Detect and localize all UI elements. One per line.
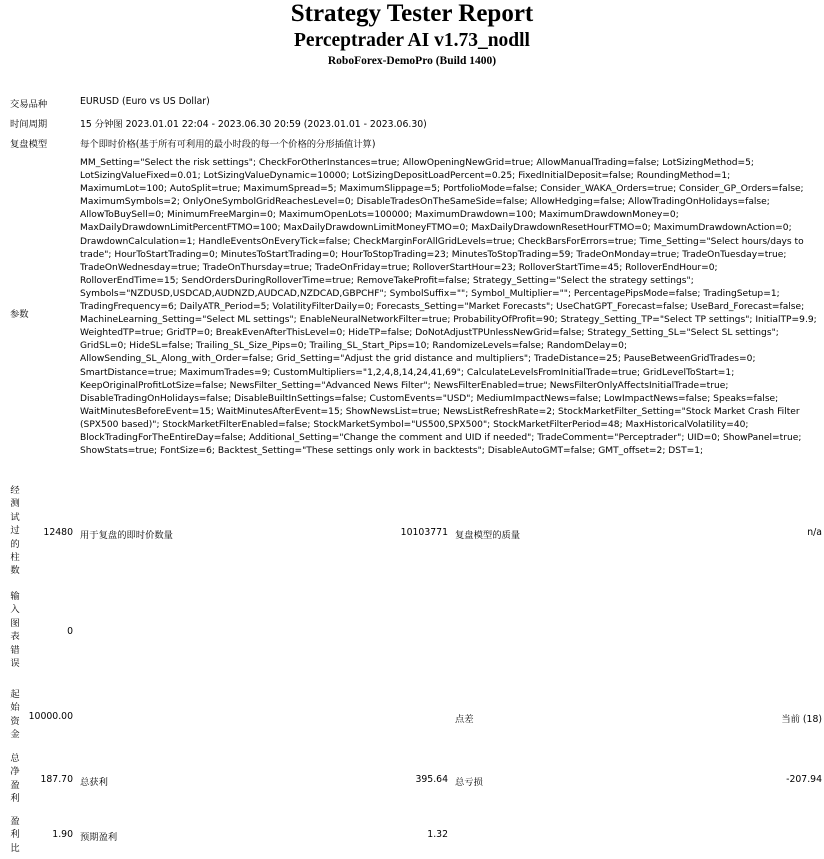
expected-label: 预期盈利 [80,832,118,843]
bars-label: 经测试过的柱数 [10,485,20,577]
spread-label: 点差 [455,714,474,725]
params-label: 参数 [10,309,29,320]
params-value: MM_Setting="Select the risk settings"; CheckForOtherInstances=true; AllowOpeningNewGrid=true; AllowManualTrading=false; LotSizingMethod=5; LotSizingValueFixed=0.01; LotSizingValueDynamic=10000; LotSizingDepositLoadPercent=0.25; FixedInitialDeposit=false; RoundingMethod=1; MaximumLot=100; AutoSplit=true; MaximumSpread=5; MaximumSlippage=5; PortfolioMode=false; Consider_WAKA_Orders=true; Consider_GP_Orders=false; MaximumSymbols=2; OnlyOneSymbolGridReachesLevel=0; DisableTradesOnTheSameSide=false; AllowHedging=false; AllowTradingOnHolidays=false; AllowToBuySell=0; MinimumFreeMargin=0; MaximumOpenLots=100000; MaximumDrawdown=100; MaximumDrawdownMoney=0; MaxDailyDrawdownLimitPercentFTMO=100; MaxDailyDrawdownLimitMoneyFTMO=0; MaxDailyDrawdownResetHourFTMO=0; MaximumDrawdownAction=0; DrawdownCalculation=1; HandleEventsOnEveryTick=false; CheckMarginForAllGridLevels=true; CheckBarsForErrors=true; Time_Setting="Select hours/days to trade"; HourToStartTrading=0; MinutesToStartTrading=0; HourToStopTrading=23; MinutesToStopTrading=59; TradeOnMonday=true; TradeOnTuesday=true; TradeOnWednesday=true; TradeOnThursday=true; TradeOnFriday=true; RolloverStartHour=23; RolloverStartTime=45; RolloverEndHour=0; RolloverEndTime=15; SendOrdersDuringRolloverTime=true; RemoveTakeProfit=false; Strategy_Setting="Select the strategy settings"; Symbols="NZDUSD,USDCAD,AUDNZD,AUDCAD,NZDCAD,GBPCHF"; SymbolSuffix=""; Symbol_Multiplier=""; PercentagePipsMode=false; TradingSetup=1; TradingFrequency=6; DailyATR_Period=5; VolatilityFilterDaily=0; Forecasts_Setting="Market Forecasts"; UseChatGPT_Forecast=false; UseBard_Forecast=false; MachineLearning_Setting="Select ML settings"; EnableNeuralNetworkFilter=true; ProbabilityOfProfit=90; Strategy_Setting_TP="Select TP settings"; InitialTP=9.9; WeightedTP=true; GridTP=0; BreakEvenAfterThisLevel=0; HideTP=false; DoNotAdjustTPUnlessNewGrid=false; Strategy_Setting_SL="Select SL settings"; GridSL=0; HideSL=false; Trailing_SL_Size_Pips=0; Trailing_SL_Start_Pips=10; RandomizeLevels=false; RandomDelay=0; AllowSending_SL_Along_with_Order=false; Grid_Setting="Adjust the grid distance and multipliers"; TradeDistance=25; PauseBetweenGridTrades=0; SmartDistance=true; MaximumTrades=9; CustomMultipliers="1,2,4,8,14,24,41,69"; CalculateLevelsFromInitialTrade=true; GridLevelToStart=1; KeepOriginalProfitLotSize=false; NewsFilter_Setting="Advanced News Filter"; NewsFilterEnabled=true; NewsFilterOnlyAffectsInitialTrade=true; DisableTradingOnHolidays=false; DisableBuiltInSettings=false; CustomEvents="USD"; MediumImpactNews=false; LowImpactNews=false; Speaks=false; WaitMinutesBeforeEvent=15; WaitMinutesAfterEvent=15; ShowNewsList=true; NewsListRefreshRate=2; StockMarketFilter_Setting="Stock Market Crash Filter (SPX500 based)"; StockMarketFilterEnabled=false; StockMarketSymbol="US500,SPX500"; StockMarketFilterPeriod=48; MaxHistoricalVolatility=40; BlockTradingForTheEntireDay=false; Additional_Setting="Change the comment and UID if needed"; TradeComment="Perceptrader"; UID=0; ShowPanel=true; ShowStats=true; FontSize=6; Backtest_Setting="These settings only work in backtests"; DisableAutoGMT=false; GMT_offset=2; DST=1; [80,158,817,457]
model-label: 复盘模型 [10,139,48,150]
net-label: 总净盈利 [10,753,20,805]
deposit-value: 10000.00 [28,711,73,722]
pf-value: 1.90 [52,829,73,840]
gross-profit-value: 395.64 [415,774,448,785]
symbol-label: 交易品种 [10,99,48,110]
gross-loss-value: -207.94 [786,774,822,785]
spread-value: 当前 (18) [781,714,822,725]
report-header [0,0,824,69]
quality-label: 复盘模型的质量 [455,530,521,541]
symbol-value: EURUSD (Euro vs US Dollar) [80,96,210,107]
server-info: RoboForex-DemoPro (Build 1400) [327,55,497,67]
quality-value: n/a [807,527,822,538]
expert-name: Perceptrader AI v1.73_nodll [294,30,530,51]
errors-value: 0 [67,626,73,637]
pf-label: 盈利比 [10,816,20,854]
deposit-label: 起始资金 [10,689,20,741]
gross-profit-label: 总获利 [80,777,108,788]
ticks-label: 用于复盘的即时价数量 [80,530,173,541]
model-value: 每个即时价格(基于所有可利用的最小时段的每一个价格的分形插值计算) [80,139,376,150]
errors-label: 输入图表错误 [10,591,20,670]
report-title: Strategy Tester Report [290,0,534,27]
ticks-value: 10103771 [400,527,448,538]
period-label: 时间周期 [10,119,48,130]
gross-loss-label: 总亏损 [455,777,483,788]
period-value: 15 分钟图 2023.01.01 22:04 - 2023.06.30 20:59 (2023.01.01 - 2023.06.30) [80,119,427,130]
net-value: 187.70 [40,774,73,785]
bars-value: 12480 [43,527,73,538]
expected-value: 1.32 [427,829,448,840]
